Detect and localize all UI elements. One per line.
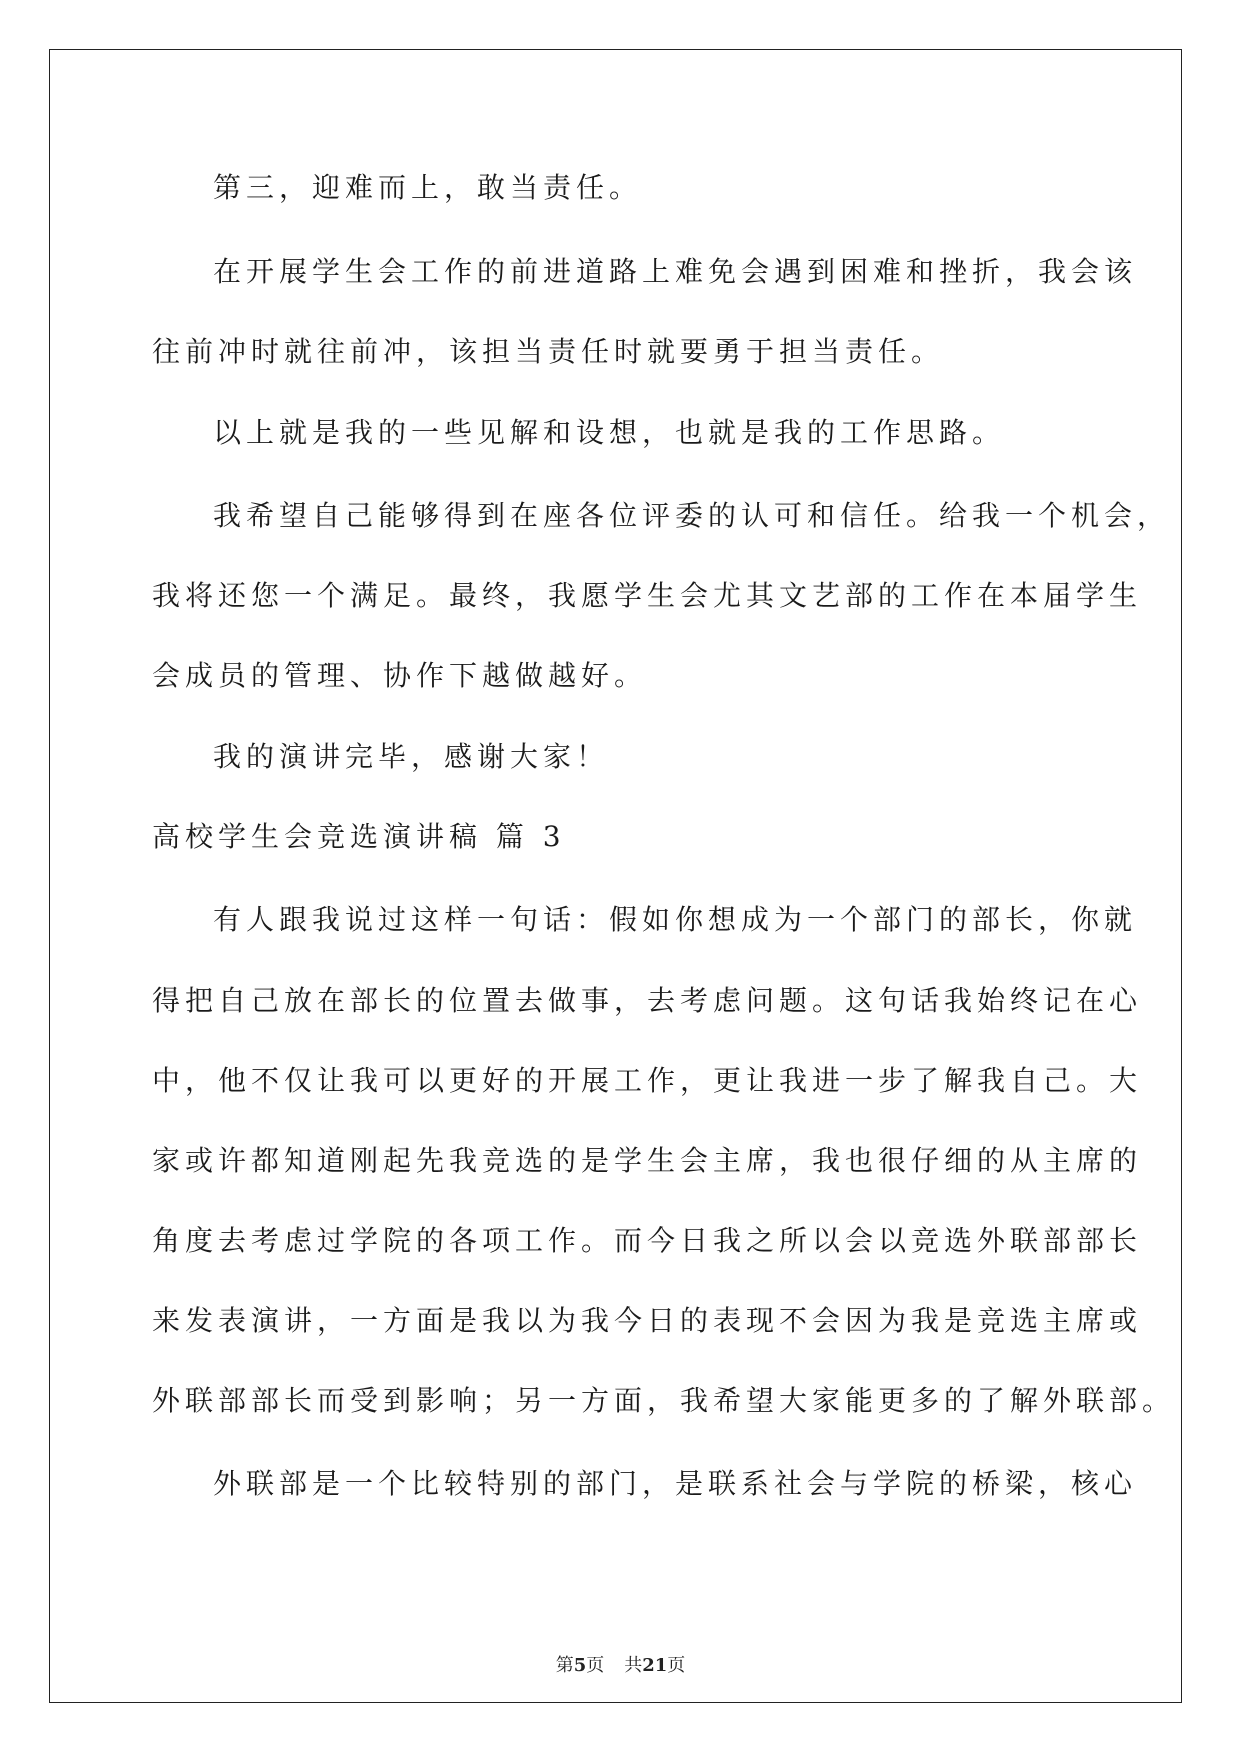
paragraph-line: 以上就是我的一些见解和设想，也就是我的工作思路。 — [213, 416, 1006, 449]
total-prefix: 共 — [624, 1655, 643, 1676]
total-pages: 21 — [642, 1655, 668, 1676]
paragraph-line: 来发表演讲，一方面是我以为我今日的表现不会因为我是竞选主席或 — [152, 1304, 1143, 1337]
page-number: 5 — [573, 1655, 587, 1676]
paragraph-line: 我希望自己能够得到在座各位评委的认可和信任。给我一个机会， — [213, 499, 1171, 532]
paragraph-line: 会成员的管理、协作下越做越好。 — [152, 659, 648, 692]
page-border — [49, 49, 1182, 1703]
paragraph-line: 第三，迎难而上，敢当责任。 — [213, 171, 643, 204]
page-prefix: 第 — [555, 1655, 574, 1676]
page-suffix: 页 — [586, 1655, 605, 1676]
paragraph-line: 家或许都知道刚起先我竞选的是学生会主席，我也很仔细的从主席的 — [152, 1144, 1143, 1177]
paragraph-line: 中，他不仅让我可以更好的开展工作，更让我进一步了解我自己。大 — [152, 1064, 1143, 1097]
total-suffix: 页 — [667, 1655, 686, 1676]
paragraph-line: 有人跟我说过这样一句话：假如你想成为一个部门的部长，你就 — [213, 903, 1138, 936]
paragraph-line: 我的演讲完毕，感谢大家！ — [213, 740, 610, 773]
paragraph-line: 往前冲时就往前冲，该担当责任时就要勇于担当责任。 — [152, 335, 945, 368]
section-heading: 高校学生会竞选演讲稿 篇 3 — [152, 820, 566, 853]
paragraph-line: 外联部部长而受到影响；另一方面，我希望大家能更多的了解外联部。 — [152, 1384, 1176, 1417]
paragraph-line: 得把自己放在部长的位置去做事，去考虑问题。这句话我始终记在心 — [152, 984, 1143, 1017]
paragraph-line: 我将还您一个满足。最终，我愿学生会尤其文艺部的工作在本届学生 — [152, 579, 1143, 612]
paragraph-line: 角度去考虑过学院的各项工作。而今日我之所以会以竞选外联部部长 — [152, 1224, 1143, 1257]
paragraph-line: 在开展学生会工作的前进道路上难免会遇到困难和挫折，我会该 — [213, 255, 1138, 288]
paragraph-line: 外联部是一个比较特别的部门，是联系社会与学院的桥梁，核心 — [213, 1467, 1138, 1500]
page-footer — [0, 1654, 1241, 1678]
